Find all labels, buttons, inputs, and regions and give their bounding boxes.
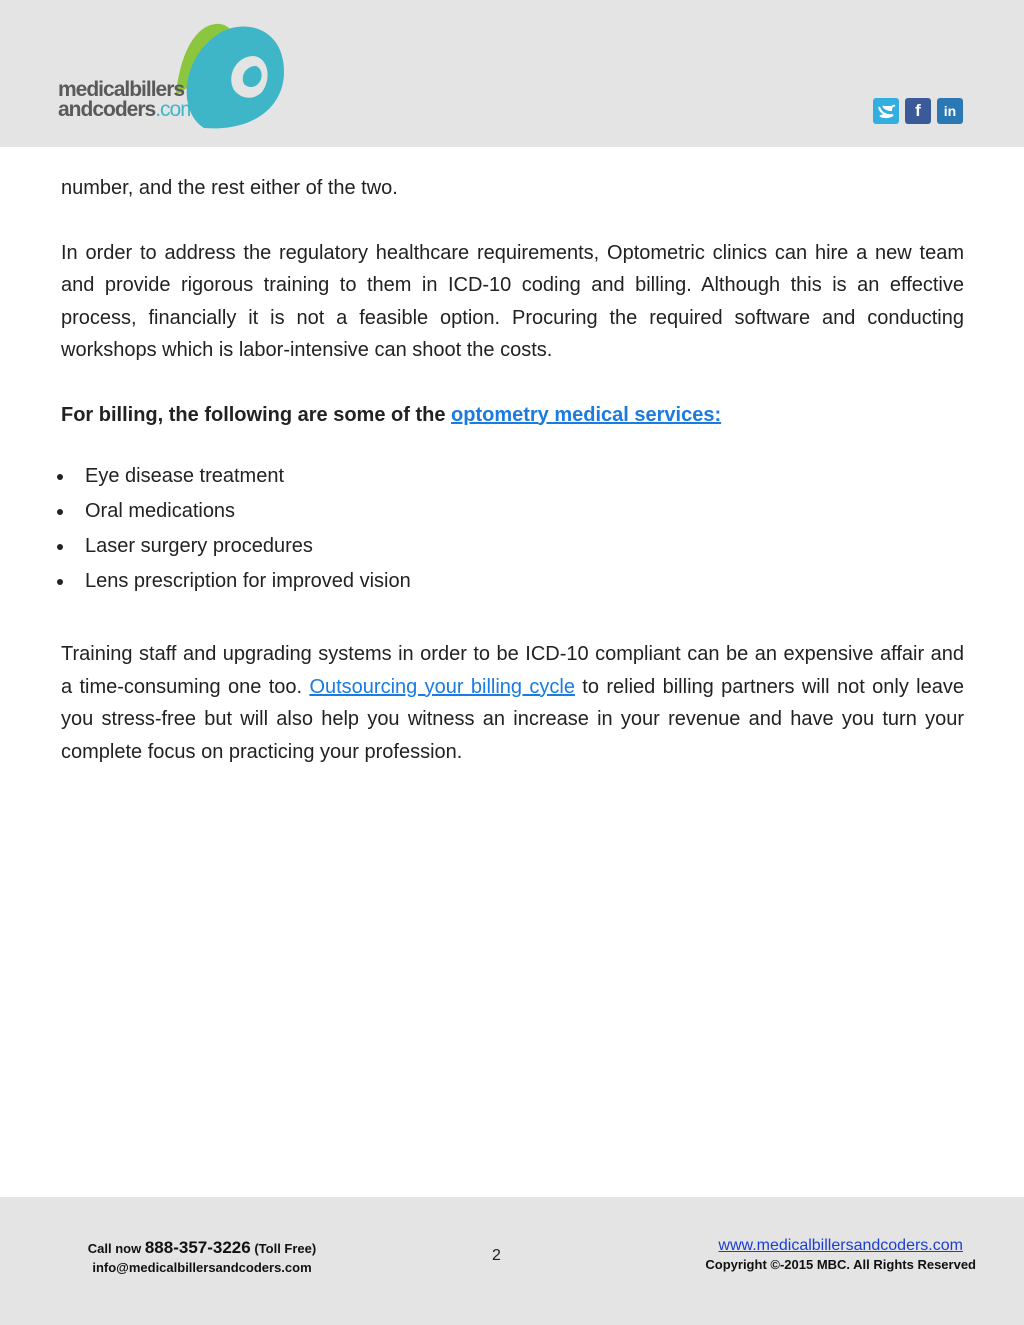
list-item: [61, 494, 964, 529]
linkedin-icon[interactable]: in: [937, 98, 963, 124]
regulatory-paragraph: In order to address the regulatory healthcare requirements, Optometric clinics can hire a new team and provide rigorous training to them in ICD-10 coding and billing. Although this is an effective process, financially it is not a feasible option. Procuring the required software and conducting workshops which is labor-intensive can shoot the costs.: [61, 241, 964, 361]
services-heading-text: For billing, the following are some of the: [61, 403, 452, 426]
contact-email[interactable]: info@medicalbillersandcoders.com: [92, 1260, 312, 1275]
list-item-text: Eye disease treatment: [85, 465, 284, 487]
list-item: [61, 529, 964, 564]
logo-line2: [58, 100, 197, 120]
facebook-icon[interactable]: f: [905, 98, 931, 124]
closing-text-1: Training staff and upgrading systems in order to be ICD-10 compliant can be an expensive affair and a time-consuming one too.: [61, 643, 964, 698]
logo-suffix: .com: [155, 98, 197, 121]
services-heading: [61, 399, 964, 432]
call-line: [82, 1238, 322, 1258]
bullet-icon: [57, 474, 63, 480]
document-body: [61, 172, 964, 768]
list-item: [61, 459, 964, 494]
outsourcing-billing-link[interactable]: Outsourcing your billing cycle: [309, 675, 575, 698]
closing-text-2: to relied billing partners will not only leave you stress-free but will also help you witness an increase in your revenue and have you turn your complete focus on practicing your profession.: [61, 675, 964, 763]
bullet-icon: [57, 509, 63, 515]
services-list: [61, 459, 964, 599]
copyright-text: Copyright ©-2015 MBC. All Rights Reserved: [705, 1257, 976, 1272]
call-prefix: Call now: [87, 1241, 145, 1256]
optometry-services-link[interactable]: optometry medical services:: [451, 403, 722, 426]
footer-contact: [82, 1238, 322, 1275]
website-link[interactable]: www.medicalbillersandcoders.com: [718, 1237, 963, 1254]
logo-line1: medicalbillers: [58, 78, 185, 101]
list-item-text: Lens prescription for improved vision: [85, 570, 411, 592]
phone-number[interactable]: 888-357-3226: [144, 1238, 251, 1257]
list-item-text: Oral medications: [85, 500, 236, 522]
social-links: [873, 98, 963, 124]
list-item: [61, 564, 964, 599]
page-header: [0, 0, 1024, 147]
toll-free-label: (Toll Free): [250, 1241, 317, 1256]
logo-line2-text: andcoders: [58, 98, 156, 121]
footer-website-block: [705, 1237, 976, 1272]
closing-paragraph: [61, 638, 964, 768]
company-logo[interactable]: [58, 20, 293, 132]
twitter-icon[interactable]: [873, 98, 899, 124]
bullet-icon: [57, 579, 63, 585]
continuation-fragment: number, and the rest either of the two.: [61, 177, 398, 199]
logo-wordmark: [58, 80, 197, 120]
bullet-icon: [57, 544, 63, 550]
list-item-text: Laser surgery procedures: [85, 535, 313, 557]
page-number: 2: [492, 1247, 501, 1264]
page-footer: [0, 1197, 1024, 1325]
